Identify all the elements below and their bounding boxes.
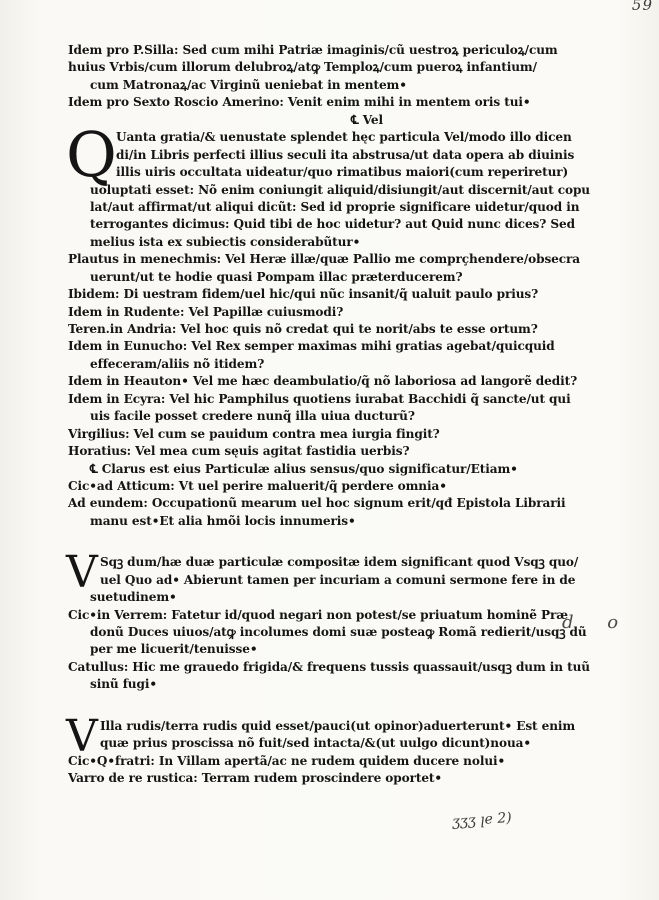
text-line: cum Matronaꝝ/ac Virginũ ueniebat in mentem• (90, 77, 407, 92)
drop-cap-v: V (66, 547, 98, 599)
text-line: Teren.in Andria: Vel hoc quis nõ credat qui te norit/abs te esse ortum? (68, 322, 538, 336)
text-line: Idem in Heauton• Vel me hæc deambulatio/q̃ nõ laboriosa ad langorẽ dedit? (68, 374, 578, 389)
text-line: donũ Duces uiuos/atꝙ incolumes domi suæ posteaꝙ Romã redierit/usqꝫ dũ (90, 625, 587, 639)
text-line: illis uiris occultata uideatur/quo rimatibus maiori(cum reperiretur) (116, 165, 569, 180)
text-line: Ibidem: Di uestram fidem/uel hic/qui nũc insanit/q̃ ualuit paulo prius? (68, 287, 539, 302)
text-line: Varro de re rustica: Terram rudem proscindere oportet• (68, 771, 443, 786)
text-line: Idem in Ecyra: Vel hic Pamphilus quotiens iurabat Bacchidi q̃ sancte/ut qui (68, 391, 571, 406)
paragraph-gap (68, 694, 566, 718)
text-line: suetudinem• (90, 590, 177, 605)
text-line: Illa rudis/terra rudis quid esset/pauci(ut opinor)aduerterunt• Est enim (100, 718, 576, 733)
text-line: uel Quo ad• Abierunt tamen per incuriam a comuni sermone fere in de (100, 572, 576, 587)
text-line: Uanta gratia/& uenustate splendet hęc particula Vel/modo illo dicen (116, 130, 572, 145)
section-heading-clarus: ℄ Clarus est eius Particulæ alius sensus/quo significatur/Etiam• (90, 461, 518, 476)
text-line: Cic•in Verrem: Fatetur id/quod negari non potest/se priuatum hominẽ Præ (68, 607, 568, 622)
paragraph-gap (68, 530, 566, 554)
paragraph-q (66, 118, 590, 251)
text-line: Ad eundem: Occupationũ mearum uel hoc signum erit/qđ Epistola Librarii (68, 496, 566, 511)
text-line: Cic•Q•fratri: In Villam apertã/ac ne rudem quidem ducere nolui• (68, 753, 506, 768)
text-line: sinũ fugi• (90, 677, 157, 692)
section-heading-vel: ℄ Vel (350, 112, 384, 127)
text-line: terrogantes dicimus: Quid tibi de hoc uidetur? aut Quid nunc dices? Sed (90, 217, 575, 232)
text-line: Idem pro Sexto Roscio Amerino: Venit enim mihi in mentem oris tui• (68, 95, 531, 110)
text-line: per me licuerit/tenuisse• (90, 642, 258, 657)
text-line: Sqꝫ dum/hæ duæ particulæ compositæ idem significant quod Vsqꝫ quo/ (100, 555, 579, 570)
text-line: melius ista ex subiectis considerabũtur• (90, 234, 361, 249)
text-line: huius Vrbis/cum illorum delubroꝝ/atꝙ Temploꝝ/cum pueroꝝ infantium/ (68, 60, 537, 75)
margin-annotation: d o (562, 612, 633, 633)
drop-cap-v: V (66, 710, 98, 762)
text-body (66, 42, 590, 788)
text-line: Cic•ad Atticum: Vt uel perire maluerit/q̃ perdere omnia• (68, 478, 447, 493)
text-line: Virgilius: Vel cum se pauidum contra mea iurgia fingit? (68, 426, 440, 441)
text-line: Plautus in menechmis: Vel Heræ illæ/quæ Pallio me comprçhendere/obsecra (68, 252, 581, 267)
text-line: uerunt/ut te hodie quasi Pompam illac præterducerem? (90, 269, 463, 284)
text-line: di/in Libris perfecti illius seculi ita abstrusa/ut data opera ab diuinis (116, 147, 575, 162)
drop-cap-q: Q (66, 118, 117, 192)
text-line: uoluptati esset: Nõ enim coniungit aliquid/disiungit/aut discernit/aut copu (90, 182, 590, 197)
paragraph-usque (66, 547, 579, 606)
text-line: Idem pro P.Silla: Sed cum mihi Patriæ imaginis/cũ uestroꝝ periculoꝝ/cum (68, 43, 558, 57)
text-line: manu est•Et alia hmõi locis innumeris• (90, 513, 356, 528)
text-line: quæ prius proscissa nõ fuit/sed intacta/&(ut uulgo dicunt)noua• (100, 736, 532, 751)
text-line: Catullus: Hic me grauedo frigida/& frequens tussis quassauit/usqꝫ dum in tuũ (68, 659, 590, 674)
text-line: lat/aut affirmat/ut aliqui dicũt: Sed id proprie significare uidetur/quod in (90, 199, 580, 214)
text-line: Idem in Eunucho: Vel Rex semper maximas mihi gratias agebat/quicquid (68, 339, 555, 354)
text-line: effeceram/aliis nõ itidem? (90, 356, 265, 371)
handwritten-mark: ʒʒʒ ꞁe 2) (451, 809, 513, 831)
page-number: 59 (631, 0, 653, 14)
text-line: Idem in Rudente: Vel Papillæ cuiusmodi? (68, 304, 344, 319)
text-line: uis facile posset credere nunq̃ illa uiua ducturũ? (90, 409, 415, 424)
text-line: Horatius: Vel mea cum sęuis agitat fastidia uerbis? (68, 444, 410, 459)
